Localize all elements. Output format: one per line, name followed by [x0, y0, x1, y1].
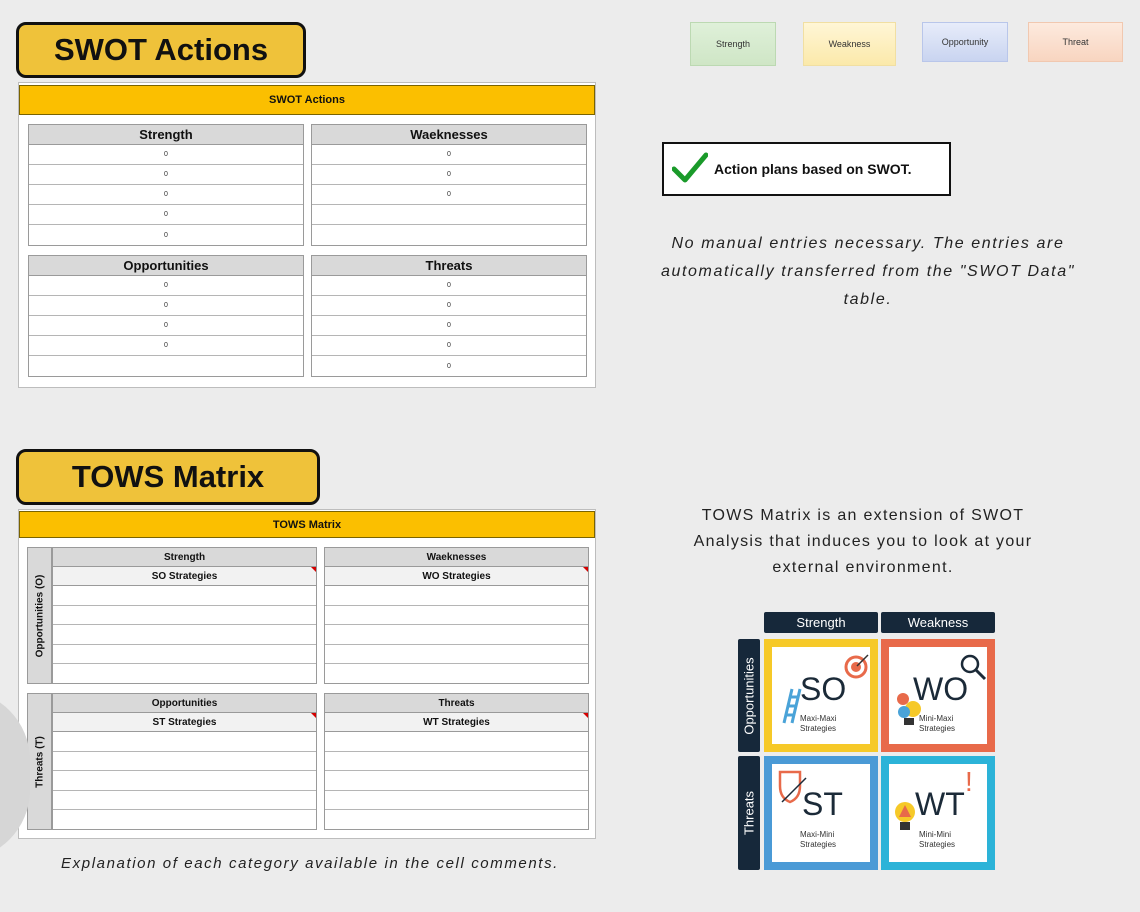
so-strategies-block: [52, 547, 317, 684]
so-subtitle-2: Strategies: [800, 724, 837, 733]
so-subtitle-1: Maxi-Maxi: [800, 714, 837, 723]
so-tile: [764, 639, 878, 752]
opportunities-side-label: Opportunities (O): [27, 547, 52, 684]
cell-comments-footnote: Explanation of each category available in the cell comments.: [61, 855, 559, 872]
matrix-col-header-strength: Strength: [764, 612, 878, 633]
table-row[interactable]: 0: [29, 276, 303, 296]
table-row[interactable]: [53, 606, 316, 626]
table-row[interactable]: 0: [29, 205, 303, 225]
table-row[interactable]: 0: [312, 316, 586, 336]
table-row[interactable]: [53, 625, 316, 645]
table-row[interactable]: [325, 752, 588, 772]
block-subheader: SO Strategies: [53, 567, 316, 586]
st-subtitle-2: Strategies: [800, 840, 837, 849]
quadrant-header: Waeknesses: [312, 125, 586, 145]
table-row[interactable]: 0: [29, 165, 303, 185]
block-subheader: WT Strategies: [325, 713, 588, 732]
swot-actions-sheet: [18, 82, 596, 388]
tows-sheet-title: TOWS Matrix: [19, 511, 595, 538]
tows-matrix-sheet: [18, 509, 596, 839]
legend-opportunity: Opportunity: [922, 22, 1008, 62]
table-row[interactable]: [325, 771, 588, 791]
threats-side-label: Threats (T): [27, 693, 52, 830]
wt-tile: [881, 756, 995, 870]
tows-matrix-banner: TOWS Matrix: [16, 449, 320, 505]
matrix-row-header-threats: Threats: [738, 756, 760, 870]
matrix-row-header-opportunities: Opportunities: [738, 639, 760, 752]
table-row[interactable]: [53, 810, 316, 830]
st-strategies-block: [52, 693, 317, 830]
strength-quadrant: [28, 124, 304, 246]
wt-strategies-block: [324, 693, 589, 830]
table-row[interactable]: [53, 586, 316, 606]
quadrant-header: Threats: [312, 256, 586, 276]
wo-subtitle-1: Mini-Maxi: [919, 714, 954, 723]
checkmark-icon: [672, 152, 708, 187]
table-row[interactable]: 0: [29, 336, 303, 356]
table-row[interactable]: [325, 625, 588, 645]
st-subtitle-1: Maxi-Mini: [800, 830, 835, 839]
table-row[interactable]: [325, 606, 588, 626]
wt-subtitle-2: Strategies: [919, 840, 956, 849]
table-row[interactable]: 0: [312, 296, 586, 316]
wo-code: WO: [913, 671, 969, 707]
table-row[interactable]: 0: [164, 231, 168, 239]
table-row[interactable]: 0: [312, 336, 586, 356]
swot-actions-banner: SWOT Actions: [16, 22, 306, 78]
warning-bulb-icon: [893, 800, 917, 841]
wo-subtitle-2: Strategies: [919, 724, 956, 733]
table-row[interactable]: [325, 586, 588, 606]
magnifier-icon: [959, 653, 987, 686]
table-row[interactable]: 0: [312, 185, 586, 205]
ladder-icon: [780, 687, 802, 730]
table-row[interactable]: 0: [312, 165, 586, 185]
block-subheader: WO Strategies: [325, 567, 588, 586]
table-row[interactable]: [29, 356, 303, 376]
table-row[interactable]: [53, 645, 316, 665]
table-row[interactable]: [325, 791, 588, 811]
table-row[interactable]: 0: [29, 145, 303, 165]
st-tile: [764, 756, 878, 870]
table-row[interactable]: [312, 225, 586, 245]
table-row[interactable]: [53, 732, 316, 752]
table-row[interactable]: 0: [312, 276, 586, 296]
legend-weakness: Weakness: [803, 22, 896, 66]
table-row[interactable]: 0: [29, 185, 303, 205]
block-subheader: ST Strategies: [53, 713, 316, 732]
table-row[interactable]: [325, 664, 588, 684]
table-row[interactable]: 0: [447, 362, 451, 370]
wt-code: WT: [915, 786, 965, 822]
legend-threat: Threat: [1028, 22, 1123, 62]
quadrant-header: Strength: [29, 125, 303, 145]
threats-quadrant: [311, 255, 587, 377]
target-icon: [844, 653, 870, 684]
table-row[interactable]: 0: [312, 145, 586, 165]
table-row[interactable]: [312, 205, 586, 225]
table-row[interactable]: 0: [29, 316, 303, 336]
table-row[interactable]: [53, 791, 316, 811]
opportunities-quadrant: [28, 255, 304, 377]
table-row[interactable]: [325, 645, 588, 665]
table-row[interactable]: 0: [29, 296, 303, 316]
matrix-col-header-weakness: Weakness: [881, 612, 995, 633]
legend-strength: Strength: [690, 22, 776, 66]
block-header: Waeknesses: [325, 548, 588, 567]
table-row[interactable]: [53, 664, 316, 684]
table-row[interactable]: [53, 771, 316, 791]
exclamation-icon: !: [965, 766, 973, 797]
so-code: SO: [800, 671, 847, 707]
block-header: Threats: [325, 694, 588, 713]
wo-tile: [881, 639, 995, 752]
table-row[interactable]: [325, 810, 588, 830]
wo-strategies-block: [324, 547, 589, 684]
auto-transfer-description: No manual entries necessary. The entries are automatically transferred from the "SWOT Data" table.: [661, 235, 1075, 308]
table-row[interactable]: [325, 732, 588, 752]
swot-sheet-title: SWOT Actions: [19, 85, 595, 115]
block-header: Strength: [53, 548, 316, 567]
tows-description: TOWS Matrix is an extension of SWOT Analysis that induces you to look at your external environment.: [693, 507, 1033, 576]
weaknesses-quadrant: [311, 124, 587, 246]
table-row[interactable]: [53, 752, 316, 772]
action-plans-callout: [662, 142, 951, 196]
quadrant-header: Opportunities: [29, 256, 303, 276]
callout-text: Action plans based on SWOT.: [714, 161, 912, 177]
wt-subtitle-1: Mini-Mini: [919, 830, 951, 839]
st-code: ST: [802, 786, 843, 822]
block-header: Opportunities: [53, 694, 316, 713]
